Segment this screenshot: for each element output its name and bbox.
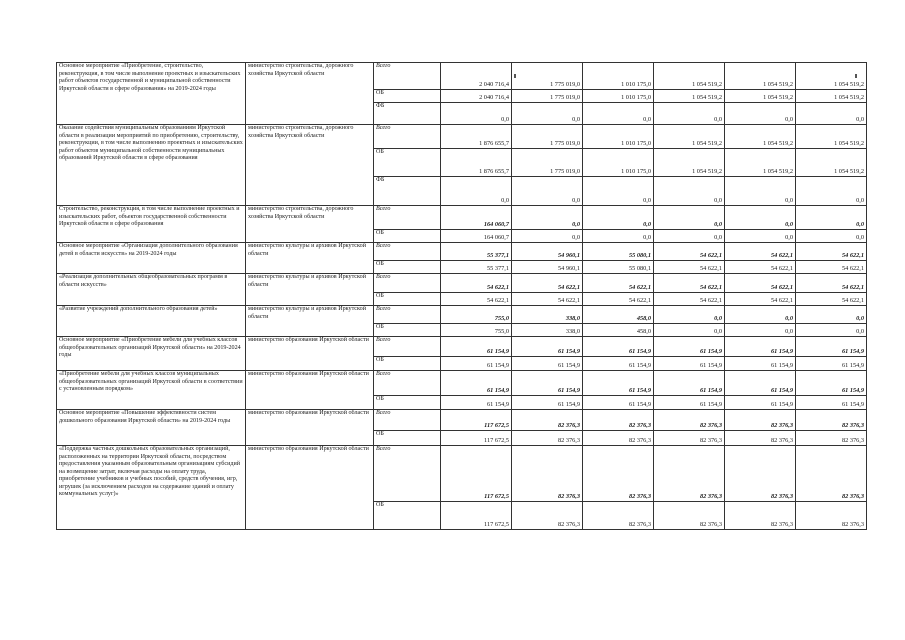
amount-cell: 61 154,9 [583,337,654,357]
amount-cell: 0,0 [796,324,867,337]
amount-cell: 61 154,9 [512,371,583,396]
funding-source: ОБ [374,324,441,337]
amount-cell: 82 376,3 [512,410,583,431]
amount-cell: 117 672,5 [441,446,512,502]
amount-cell: 55 377,1 [441,261,512,274]
amount-cell: 0,0 [583,230,654,243]
funding-source: Всего [374,63,441,90]
amount-cell: 1 775 019,0 [512,63,583,90]
amount-cell: 54 622,1 [725,293,796,306]
amount-cell: 117 672,5 [441,502,512,530]
amount-cell: 54 622,1 [796,274,867,293]
amount-cell: 54 622,1 [796,261,867,274]
amount-cell: 82 376,3 [583,446,654,502]
budget-table-body [57,63,867,530]
funding-source: ОБ [374,396,441,410]
amount-cell: 0,0 [583,206,654,230]
measure-description: Строительство, реконструкция, в том числе выполнение проектных и изыскательских работ, объектов государственной собственности Иркутской области в сфере образования [57,206,246,243]
amount-cell: 61 154,9 [654,396,725,410]
amount-cell: 458,0 [583,324,654,337]
funding-source: ФБ [374,177,441,206]
measure-description: Основное мероприятие «Организация дополнительного образования детей в области искусств» на 2019-2024 годы [57,243,246,274]
amount-cell: 1 010 175,0 [583,125,654,149]
amount-cell: 755,0 [441,324,512,337]
measure-description: «Развитие учреждений дополнительного образования детей» [57,306,246,337]
amount-cell: 0,0 [725,230,796,243]
amount-cell: 61 154,9 [441,357,512,371]
table-row-total [57,274,867,293]
amount-cell: 117 672,5 [441,431,512,446]
amount-cell: 0,0 [796,177,867,206]
amount-cell: 54 622,1 [654,243,725,261]
amount-cell: 0,0 [725,206,796,230]
amount-cell: 1 010 175,0 [583,90,654,103]
amount-cell: 82 376,3 [725,446,796,502]
funding-source: ОБ [374,502,441,530]
amount-cell: 458,0 [583,306,654,324]
amount-cell: 82 376,3 [654,502,725,530]
amount-cell: 61 154,9 [725,357,796,371]
amount-cell: 1 054 519,2 [796,90,867,103]
funding-source: ОБ [374,149,441,177]
amount-cell: 1 054 519,2 [725,125,796,149]
amount-cell: 117 672,5 [441,410,512,431]
amount-cell: 61 154,9 [654,337,725,357]
amount-cell: 55 080,1 [583,261,654,274]
amount-cell: 0,0 [725,306,796,324]
amount-cell: 0,0 [654,206,725,230]
responsible-executor: министерство образования Иркутской области [246,337,374,371]
responsible-executor: министерство культуры и архивов Иркутской области [246,243,374,274]
responsible-executor: министерство строительства, дорожного хозяйства Иркутской области [246,63,374,125]
amount-cell: 1 054 519,2 [796,63,867,90]
funding-source: ОБ [374,293,441,306]
amount-cell: 61 154,9 [654,357,725,371]
amount-cell: 0,0 [725,103,796,125]
amount-cell: 82 376,3 [654,431,725,446]
amount-cell: 1 054 519,2 [654,149,725,177]
amount-cell: 1 054 519,2 [654,125,725,149]
amount-cell: 54 622,1 [654,293,725,306]
table-row-total [57,63,867,90]
amount-cell: 0,0 [654,324,725,337]
amount-cell: 1 054 519,2 [654,90,725,103]
amount-cell: 82 376,3 [512,431,583,446]
amount-cell: 61 154,9 [512,337,583,357]
amount-cell: 61 154,9 [512,357,583,371]
funding-source: Всего [374,446,441,502]
table-row-total [57,306,867,324]
amount-cell: 82 376,3 [654,410,725,431]
amount-cell: 54 622,1 [512,293,583,306]
amount-cell: 82 376,3 [654,446,725,502]
funding-source: ОБ [374,90,441,103]
amount-cell: 1 775 019,0 [512,149,583,177]
measure-description: «Реализация дополнительных общеобразовательных программ в области искусств» [57,274,246,306]
table-row-total [57,243,867,261]
amount-cell: 54 622,1 [583,274,654,293]
amount-cell: 0,0 [654,230,725,243]
amount-cell: 61 154,9 [725,371,796,396]
amount-cell: 61 154,9 [796,337,867,357]
responsible-executor: министерство строительства, дорожного хозяйства Иркутской области [246,125,374,206]
amount-cell: 1 775 019,0 [512,90,583,103]
amount-cell: 338,0 [512,306,583,324]
table-row-total [57,206,867,230]
amount-cell: 0,0 [512,103,583,125]
amount-cell: 55 377,1 [441,243,512,261]
amount-cell: 61 154,9 [512,396,583,410]
funding-source: Всего [374,410,441,431]
responsible-executor: министерство культуры и архивов Иркутской области [246,274,374,306]
amount-cell: 1 054 519,2 [725,149,796,177]
amount-cell: 0,0 [654,177,725,206]
funding-source: Всего [374,243,441,261]
measure-description: Основное мероприятие «Приобретение, строительство, реконструкция, в том числе выполнение проектных и изыскательских работ объектов государственной и муниципальной собственности Иркутской области в сфере образования» на 2019-2024 годы [57,63,246,125]
amount-cell: 61 154,9 [583,371,654,396]
measure-description: «Приобретение мебели для учебных классов муниципальных общеобразовательных организаций Иркутской области в соответствии с установленным порядком» [57,371,246,410]
amount-cell: 61 154,9 [796,396,867,410]
amount-cell: 54 622,1 [725,274,796,293]
amount-cell: 54 622,1 [796,243,867,261]
amount-cell: 61 154,9 [796,371,867,396]
amount-cell: 0,0 [725,177,796,206]
scan-speck [855,74,857,78]
funding-source: Всего [374,337,441,357]
funding-source: ОБ [374,431,441,446]
amount-cell: 55 080,1 [583,243,654,261]
amount-cell: 82 376,3 [725,410,796,431]
budget-table-page [56,62,867,530]
amount-cell: 54 622,1 [583,293,654,306]
amount-cell: 54 622,1 [512,274,583,293]
amount-cell: 0,0 [796,103,867,125]
measure-description: Оказание содействия муниципальным образованиям Иркутской области в реализации мероприятий по приобретению, строительству, реконструкции, в том числе выполнению проектных и изыскательских работ объектов муниципальной собственности муниципальных образований Иркутской области в сфере образования [57,125,246,206]
amount-cell: 54 622,1 [441,274,512,293]
budget-table [56,62,867,530]
amount-cell: 164 060,7 [441,230,512,243]
amount-cell: 61 154,9 [796,357,867,371]
amount-cell: 1 010 175,0 [583,149,654,177]
amount-cell: 82 376,3 [512,446,583,502]
amount-cell: 1 054 519,2 [654,63,725,90]
amount-cell: 2 040 716,4 [441,90,512,103]
funding-source: Всего [374,306,441,324]
amount-cell: 54 622,1 [725,243,796,261]
amount-cell: 82 376,3 [796,431,867,446]
responsible-executor: министерство культуры и архивов Иркутской области [246,306,374,337]
amount-cell: 82 376,3 [796,446,867,502]
amount-cell: 1 010 175,0 [583,63,654,90]
amount-cell: 54 960,1 [512,243,583,261]
amount-cell: 0,0 [725,324,796,337]
table-row-total [57,410,867,431]
amount-cell: 82 376,3 [512,502,583,530]
amount-cell: 1 054 519,2 [796,125,867,149]
amount-cell: 82 376,3 [725,502,796,530]
amount-cell: 82 376,3 [725,431,796,446]
amount-cell: 82 376,3 [583,410,654,431]
funding-source: ФБ [374,103,441,125]
amount-cell: 0,0 [654,306,725,324]
measure-description: Основное мероприятие «Приобретение мебели для учебных классов общеобразовательных организаций Иркутской области» на 2019-2024 годы [57,337,246,371]
table-row-total [57,337,867,357]
amount-cell: 61 154,9 [583,396,654,410]
amount-cell: 0,0 [441,177,512,206]
responsible-executor: министерство образования Иркутской области [246,446,374,530]
amount-cell: 0,0 [796,206,867,230]
amount-cell: 82 376,3 [796,502,867,530]
measure-description: Основное мероприятие «Повышение эффективности систем дошкольного образования Иркутской области» на 2019-2024 годы [57,410,246,446]
amount-cell: 82 376,3 [583,431,654,446]
funding-source: ОБ [374,230,441,243]
amount-cell: 1 054 519,2 [725,63,796,90]
amount-cell: 61 154,9 [725,337,796,357]
amount-cell: 54 622,1 [654,261,725,274]
amount-cell: 1 054 519,2 [725,90,796,103]
amount-cell: 0,0 [512,206,583,230]
amount-cell: 61 154,9 [441,337,512,357]
funding-source: Всего [374,206,441,230]
amount-cell: 1 775 019,0 [512,125,583,149]
amount-cell: 61 154,9 [583,357,654,371]
amount-cell: 1 876 655,7 [441,149,512,177]
table-row-total [57,371,867,396]
amount-cell: 1 876 655,7 [441,125,512,149]
amount-cell: 54 622,1 [725,261,796,274]
funding-source: Всего [374,371,441,396]
amount-cell: 0,0 [583,103,654,125]
amount-cell: 54 960,1 [512,261,583,274]
amount-cell: 1 054 519,2 [796,149,867,177]
amount-cell: 61 154,9 [441,371,512,396]
amount-cell: 54 622,1 [654,274,725,293]
amount-cell: 0,0 [796,230,867,243]
amount-cell: 61 154,9 [725,396,796,410]
amount-cell: 61 154,9 [654,371,725,396]
amount-cell: 54 622,1 [796,293,867,306]
responsible-executor: министерство образования Иркутской области [246,410,374,446]
responsible-executor: министерство образования Иркутской области [246,371,374,410]
scan-speck [514,74,516,78]
amount-cell: 338,0 [512,324,583,337]
amount-cell: 54 622,1 [441,293,512,306]
table-row-total [57,446,867,502]
amount-cell: 2 040 716,4 [441,63,512,90]
amount-cell: 755,0 [441,306,512,324]
amount-cell: 0,0 [796,306,867,324]
responsible-executor: министерство строительства, дорожного хозяйства Иркутской области [246,206,374,243]
funding-source: Всего [374,274,441,293]
amount-cell: 0,0 [441,103,512,125]
amount-cell: 0,0 [512,230,583,243]
amount-cell: 0,0 [583,177,654,206]
funding-source: ОБ [374,261,441,274]
amount-cell: 0,0 [654,103,725,125]
funding-source: Всего [374,125,441,149]
table-row-total [57,125,867,149]
amount-cell: 82 376,3 [796,410,867,431]
funding-source: ОБ [374,357,441,371]
amount-cell: 61 154,9 [441,396,512,410]
measure-description: «Поддержка частных дошкольных образовательных организаций, расположенных на территории Иркутской области, посредством предоставления указанным образовательным организациям субсидий на возмещение затрат, включая расходы на оплату труда, приобретение учебников и учебных пособий, средств обучения, игр, игрушек (за исключением расходов на содержание зданий и оплату коммунальных услуг)» [57,446,246,530]
amount-cell: 82 376,3 [583,502,654,530]
amount-cell: 0,0 [512,177,583,206]
amount-cell: 164 060,7 [441,206,512,230]
